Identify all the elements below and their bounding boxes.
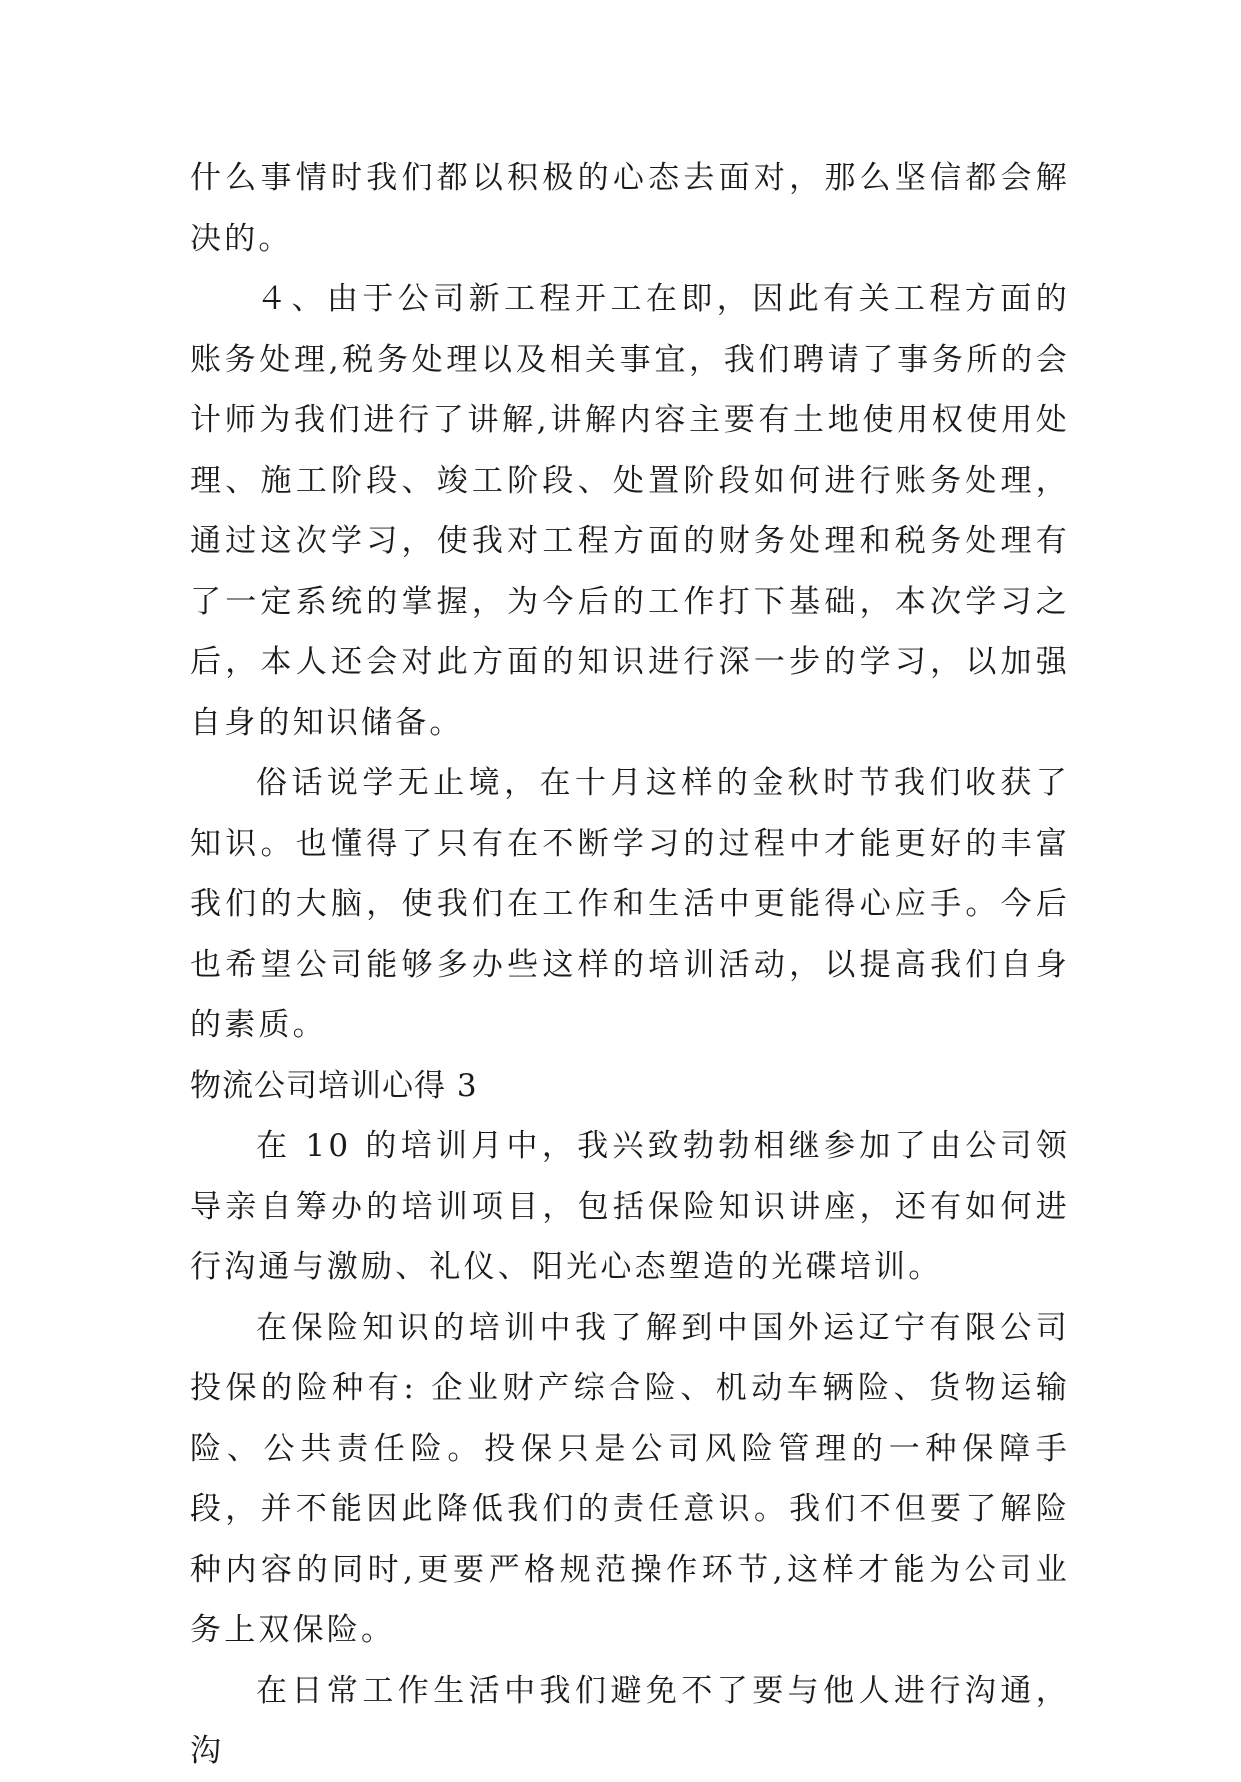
paragraph-continuation: 什么事情时我们都以积极的心态去面对，那么坚信都会解决的。	[190, 160, 1070, 257]
section-heading: 物流公司培训心得 3	[190, 1067, 478, 1104]
paragraph-item-4: ４、由于公司新工程开工在即，因此有关工程方面的账务处理,税务处理以及相关事宜，我们聘请了事务所的会计师为我们进行了讲解,讲解内容主要有土地使用权使用处理、施工阶段、竣工阶段、处置阶段如何进行账务处理，通过这次学习，使我对工程方面的财务处理和税务处理有了一定系统的掌握，为今后的工作打下基础，本次学习之后，本人还会对此方面的知识进行深一步的学习，以加强自身的知识储备。	[190, 281, 1070, 741]
paragraph-communication: 在日常工作生活中我们避免不了要与他人进行沟通，沟	[190, 1672, 1070, 1769]
paragraph-insurance: 在保险知识的培训中我了解到中国外运辽宁有限公司投保的险种有: 企业财产综合险、机动车辆险、货物运输险、公共责任险。投保只是公司风险管理的一种保障手段，并不能因此降低我们的责任意识。我们不但要了解险种内容的同时,更要严格规范操作环节,这样才能为公司业务上双保险。	[190, 1309, 1070, 1648]
paragraph-training-intro: 在 10 的培训月中，我兴致勃勃相继参加了由公司领导亲自筹办的培训项目，包括保险知识讲座，还有如何进行沟通与激励、礼仪、阳光心态塑造的光碟培训。	[190, 1128, 1070, 1285]
document-page	[190, 148, 1070, 1782]
paragraph-conclusion: 俗话说学无止境，在十月这样的金秋时节我们收获了知识。也懂得了只有在不断学习的过程中才能更好的丰富我们的大脑，使我们在工作和生活中更能得心应手。今后也希望公司能够多办些这样的培训活动，以提高我们自身的素质。	[190, 765, 1070, 1043]
